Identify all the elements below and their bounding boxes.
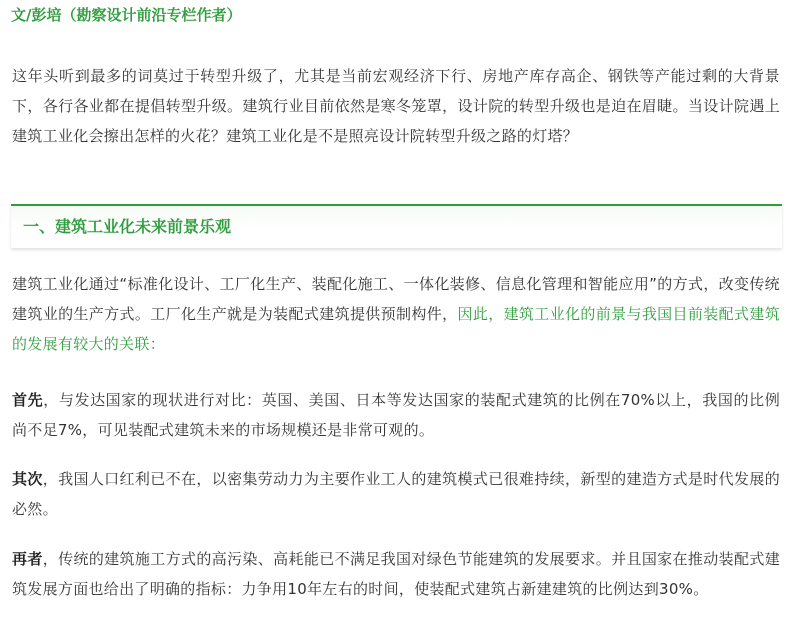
author-byline: 文/彭培（勘察设计前沿专栏作者） <box>11 6 242 24</box>
point-second-lead: 其次 <box>12 470 43 488</box>
section-title: 一、建筑工业化未来前景乐观 <box>23 217 232 236</box>
point-third-lead: 再者 <box>12 550 43 568</box>
point-first-lead: 首先 <box>12 391 44 409</box>
body-paragraph <box>12 269 780 359</box>
section-heading-box <box>11 204 782 248</box>
point-third-text: ，传统的建筑施工方式的高污染、高耗能已不满足我国对绿色节能建筑的发展要求。并且国家在推动装配式建筑发展方面也给出了明确的指标：力争用10年左右的时间，使装配式建筑占新建建筑的比例达到30%。 <box>12 550 781 598</box>
point-third-paragraph <box>12 544 780 604</box>
body-highlight: 因此，建筑工业化的前景与我国目前装配式建筑的发展有较大的关联： <box>12 305 781 353</box>
intro-paragraph <box>12 61 780 151</box>
point-second-text: ，我国人口红利已不在，以密集劳动力为主要作业工人的建筑模式已很难持续，新型的建造方式是时代发展的必然。 <box>12 470 781 518</box>
point-first-paragraph <box>12 385 780 445</box>
point-second-paragraph <box>12 464 780 524</box>
body-text: 建筑工业化通过“标准化设计、工厂化生产、装配化施工、一体化装修、信息化管理和智能应用”的方式，改变传统建筑业的生产方式。工厂化生产就是为装配式建筑提供预制构件， <box>12 275 780 323</box>
intro-text: 这年头听到最多的词莫过于转型升级了，尤其是当前宏观经济下行、房地产库存高企、钢铁等产能过剩的大背景下，各行各业都在提倡转型升级。建筑行业目前依然是寒冬笼罩，设计院的转型升级也是迫在眉睫。当设计院遇上建筑工业化会擦出怎样的火花？建筑工业化是不是照亮设计院转型升级之路的灯塔？ <box>12 67 780 145</box>
point-first-text: ，与发达国家的现状进行对比：英国、美国、日本等发达国家的装配式建筑的比例在70%以上，我国的比例尚不足7%，可见装配式建筑未来的市场规模还是非常可观的。 <box>12 391 780 439</box>
